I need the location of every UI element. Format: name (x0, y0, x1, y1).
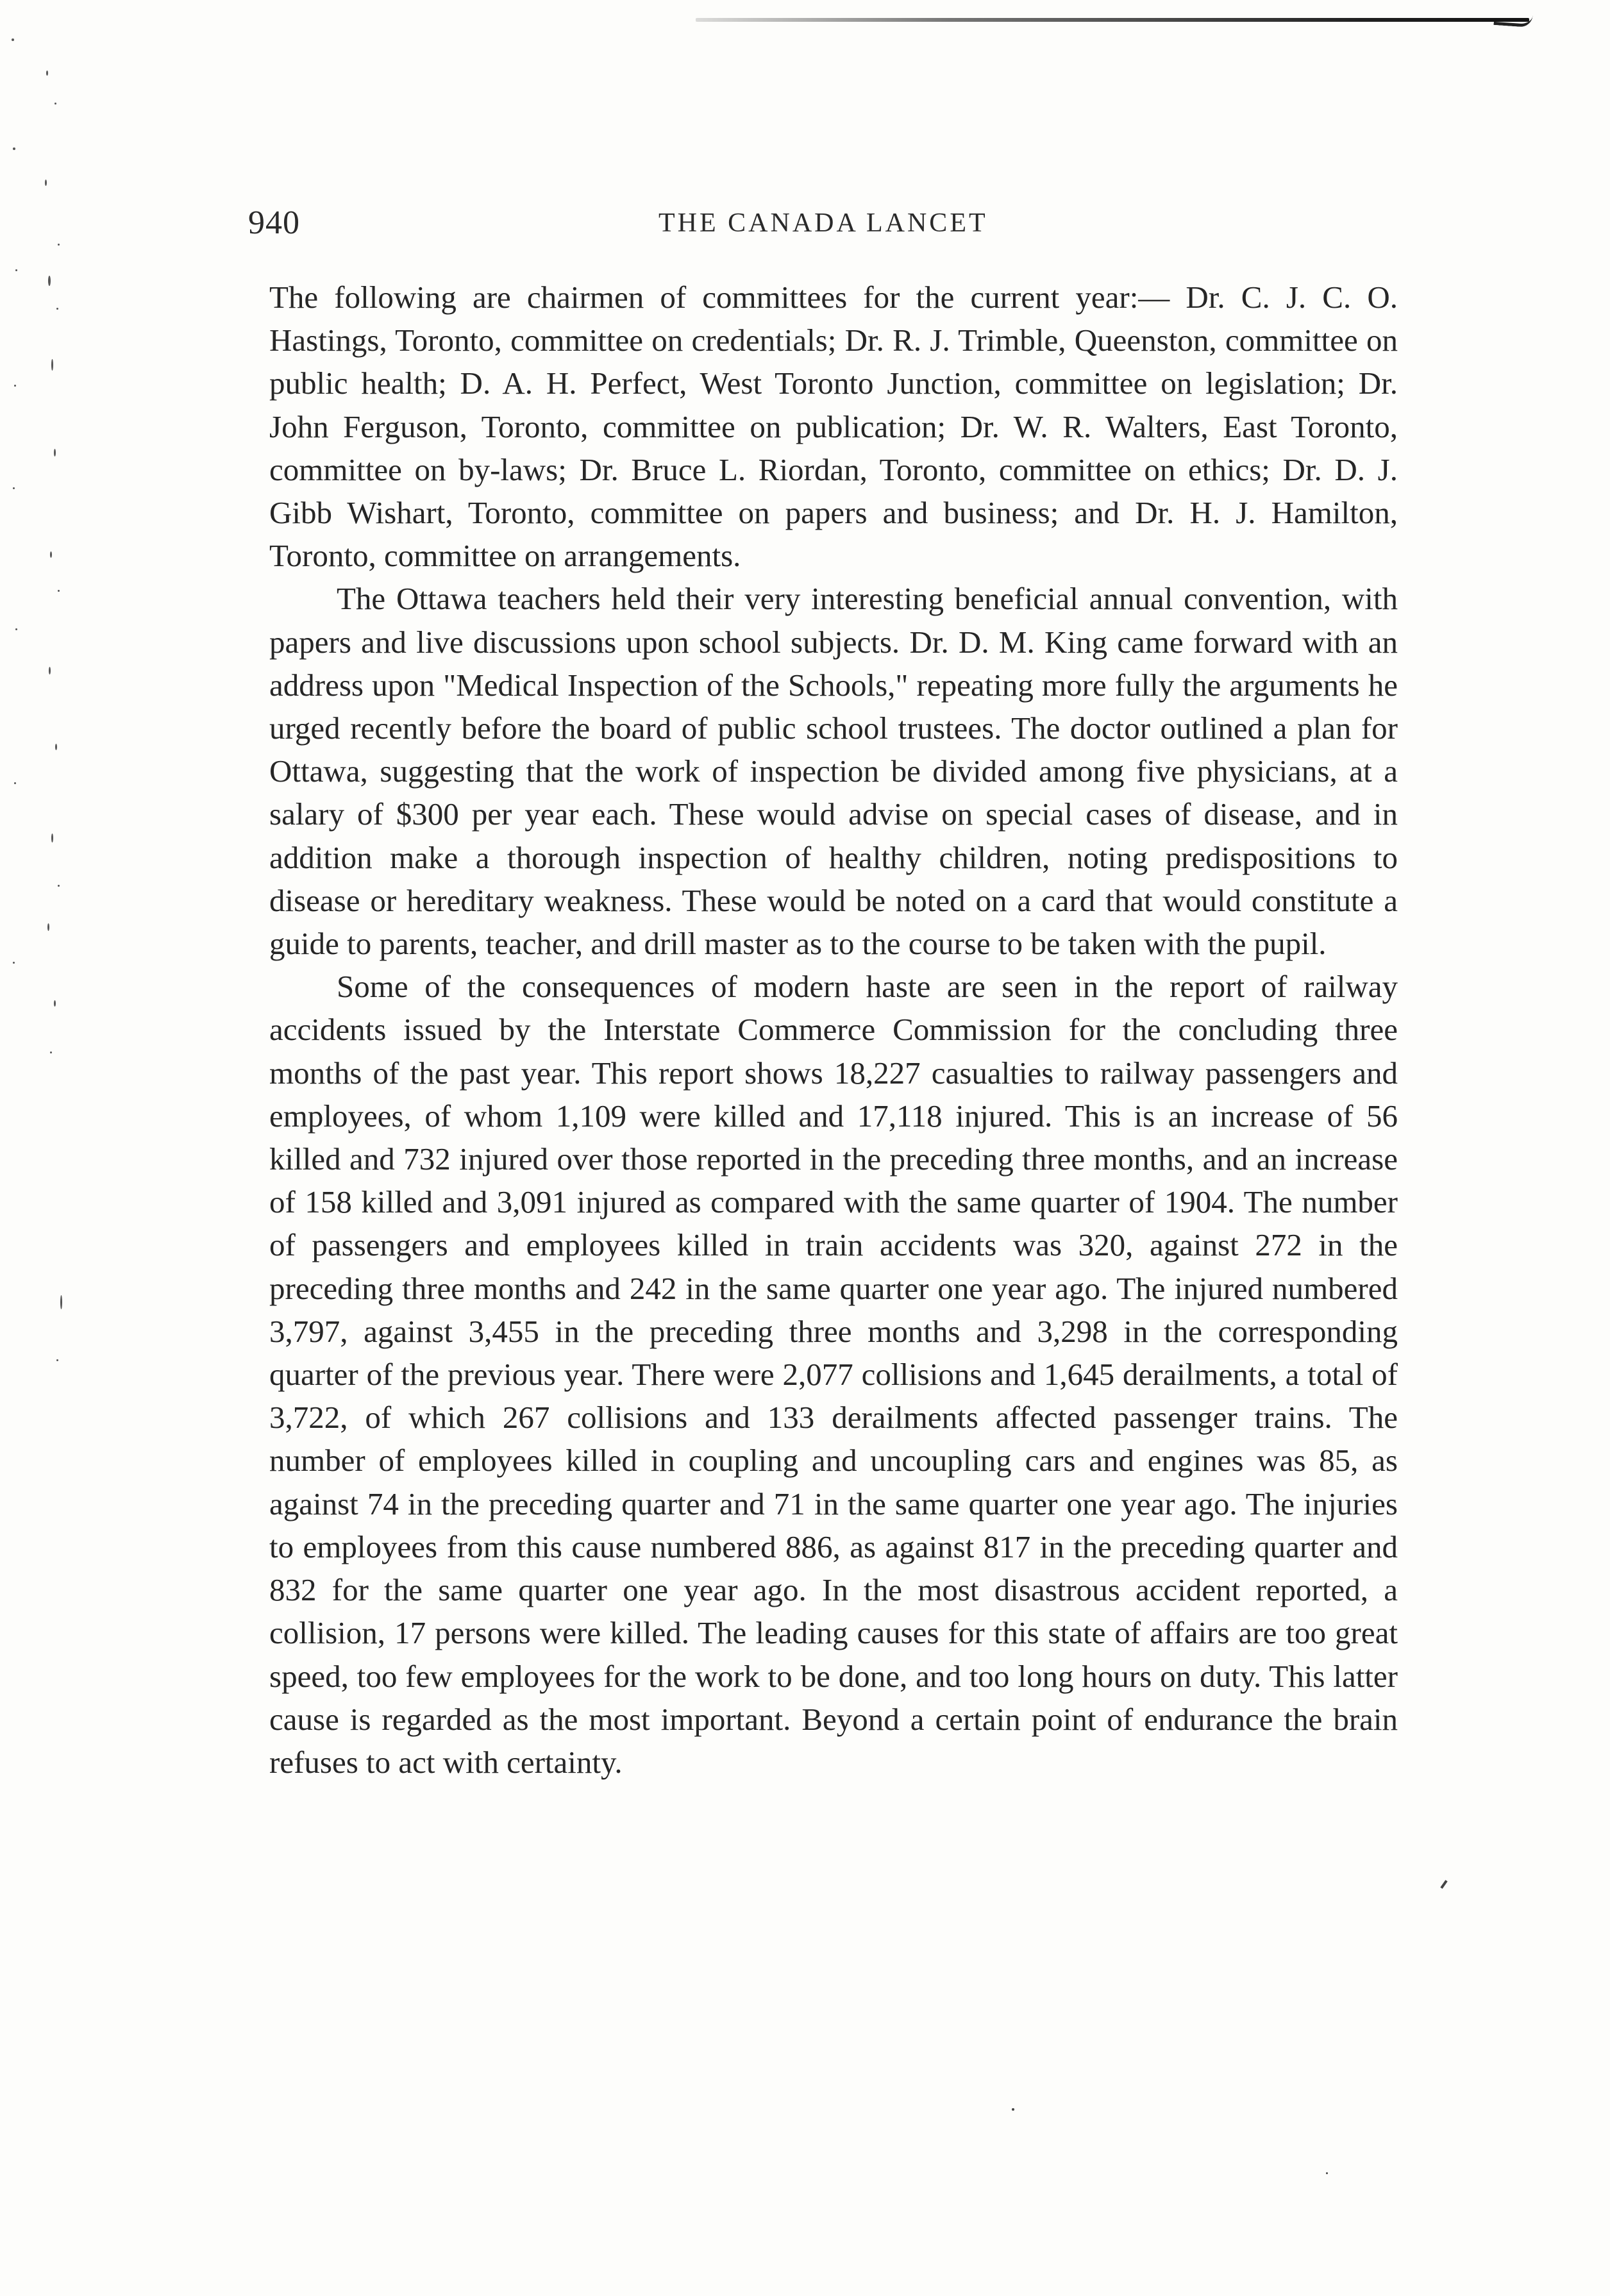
page-number: 940 (248, 205, 300, 241)
top-rule-line (696, 18, 1529, 22)
paragraph-committee-chairmen: The following are chairmen of committees for the current year:— Dr. C. J. C. O. Hastings, Toronto, committee on credentials; Dr. R. J. Trimble, Queenston, committee on public health; D. A. H. Perfect, West Toronto Junction, committee on legislation; Dr. John Ferguson, Toronto, committee on publication; Dr. W. R. Walters, East Toronto, committee on by-laws; Dr. Bruce L. Riordan, Toronto, committee on ethics; Dr. D. J. Gibb Wishart, Toronto, committee on papers and business; and Dr. H. J. Hamilton, Toronto, committee on arrangements. (269, 280, 1398, 574)
article-body (269, 276, 1398, 1784)
paragraph-railway-accidents: Some of the consequences of modern haste are seen in the report of railway accidents issued by the Interstate Commerce Commission for the concluding three months of the past year. This report shows 18,227 casualties to railway passengers and employees, of whom 1,109 were killed and 17,118 injured. This is an increase of 56 killed and 732 injured over those reported in the preceding three months, and an increase of 158 killed and 3,091 injured as compared with the same quarter of 1904. The number of passengers and employees killed in train accidents was 320, against 272 in the preceding three months and 242 in the same quarter one year ago. The injured numbered 3,797, against 3,455 in the preceding three months and 3,298 in the corresponding quarter of the previous year. There were 2,077 collisions and 1,645 derailments, a total of 3,722, of which 267 collisions and 133 derailments affected passenger trains. The number of employees killed in coupling and uncoupling cars and engines was 85, as against 74 in the preceding quarter and 71 in the same quarter one year ago. The injuries to employees from this cause numbered 886, as against 817 in the preceding quarter and 832 for the same quarter one year ago. In the most disastrous accident reported, a collision, 17 persons were killed. The leading causes for this state of affairs are too great speed, too few employees for the work to be done, and too long hours on duty. This latter cause is regarded as the most important. Beyond a certain point of endurance the brain refuses to act with certainty. (269, 969, 1398, 1780)
page-header (248, 204, 1396, 249)
speck (55, 103, 56, 105)
speck (15, 269, 17, 271)
speck (58, 590, 60, 592)
speck (48, 276, 51, 286)
speck (56, 308, 58, 310)
speck (55, 744, 57, 750)
paragraph-ottawa-teachers: The Ottawa teachers held their very interesting beneficial annual convention, with papers and live discussions upon school subjects. Dr. D. M. King came forward with an address upon "Medical Inspection of the Schools," repeating more fully the arguments he urged recently before the board of public school trustees. The doctor outlined a plan for Ottawa, suggesting that the work of inspection be divided among five physicians, at a salary of $300 per year each. These would advise on special cases of disease, and in addition make a thorough inspection of healthy children, noting predispositions to disease or hereditary weakness. These would be noted on a card that would constitute a guide to parents, teacher, and drill master as to the course to be taken with the pupil. (269, 581, 1398, 962)
stray-mark (1440, 1880, 1447, 1889)
running-title: THE CANADA LANCET (658, 208, 988, 238)
speck (54, 449, 56, 457)
stray-mark (1326, 2172, 1328, 2174)
speck (51, 359, 53, 371)
speck (13, 147, 15, 150)
speck (14, 385, 16, 387)
speck (54, 1000, 56, 1007)
speck (14, 782, 16, 784)
speck (45, 180, 47, 186)
speck (50, 1052, 52, 1053)
speck (12, 38, 14, 41)
speck (50, 551, 52, 558)
speck (56, 1359, 58, 1361)
speck (47, 923, 49, 931)
speck (46, 71, 48, 76)
speck (13, 962, 15, 964)
speck (49, 667, 51, 675)
speck (15, 628, 17, 630)
speck (51, 834, 53, 842)
speck (60, 1295, 62, 1309)
left-margin-specks (0, 0, 103, 1411)
stray-mark (1012, 2108, 1014, 2111)
speck (13, 487, 15, 489)
top-rule-flourish (1493, 13, 1532, 28)
speck (58, 244, 60, 246)
speck (58, 885, 60, 887)
